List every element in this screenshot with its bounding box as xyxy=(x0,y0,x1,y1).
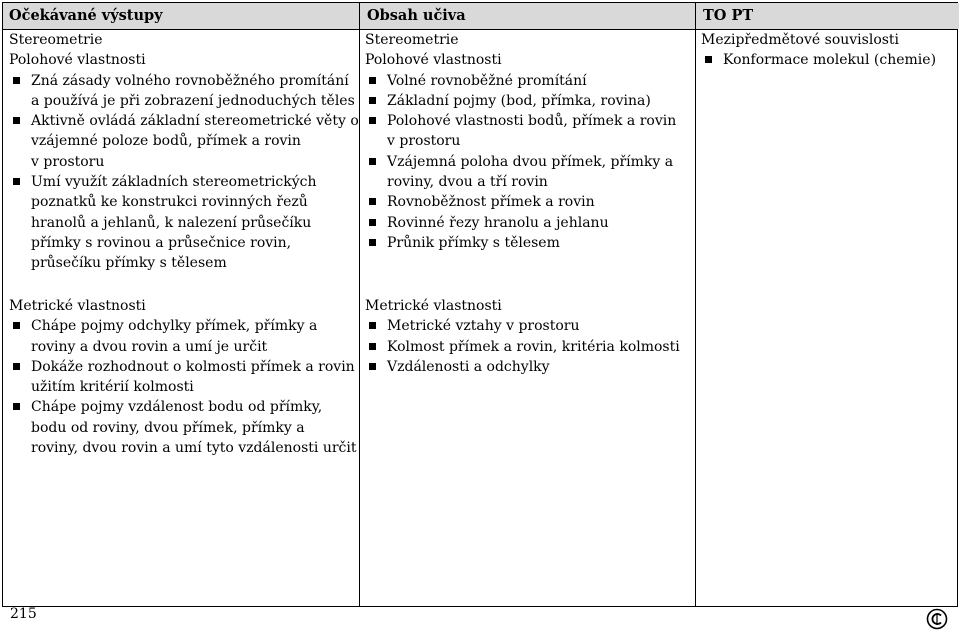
list-item-text: Dokáže rozhodnout o kolmosti přímek a rovin xyxy=(31,358,355,375)
bullet-icon xyxy=(369,117,376,124)
list-item-continuation: hranolů a jehlanů, k nalezení průsečíku xyxy=(31,214,312,231)
list-item-continuation: roviny, dvou rovin a umí tyto vzdálenosti určit xyxy=(31,440,357,457)
list-item-continuation: a používá je při zobrazení jednoduchých těles xyxy=(31,92,355,109)
list-item xyxy=(365,233,676,253)
list-item-text: Vzdálenosti a odchylky xyxy=(387,358,550,375)
list-item xyxy=(365,316,680,336)
list-item xyxy=(701,50,936,70)
bullet-icon xyxy=(369,343,376,350)
list-item-text: Rovinné řezy hranolu a jehlanu xyxy=(387,214,609,231)
header-to-pt: TO PT xyxy=(697,3,959,29)
list-item xyxy=(9,316,356,336)
list-item-text: Chápe pojmy vzdálenost bodu od přímky, xyxy=(31,399,323,416)
list-item xyxy=(365,152,676,172)
list-item xyxy=(9,71,359,91)
list-item xyxy=(365,71,676,91)
bullet-icon xyxy=(369,239,376,246)
list-item xyxy=(9,172,359,192)
list-item-continuation: v prostoru xyxy=(31,153,105,170)
list-item-continuation: užitím kritérií kolmosti xyxy=(31,379,194,396)
list-item xyxy=(365,357,680,377)
col2-section-metricke xyxy=(365,296,680,377)
list-item xyxy=(9,357,356,377)
col1-section-metricke xyxy=(9,296,356,458)
bullet-icon xyxy=(13,178,20,185)
bullet-icon xyxy=(369,97,376,104)
list-item xyxy=(365,213,676,233)
bullet-icon xyxy=(13,322,20,329)
list-item-text: Kolmost přímek a rovin, kritéria kolmosti xyxy=(387,338,680,355)
list-item-continuation: roviny a dvou rovin a umí je určit xyxy=(31,338,268,355)
list-item xyxy=(365,337,680,357)
bullet-icon xyxy=(369,158,376,165)
list-item-text: Chápe pojmy odchylky přímek, přímky a xyxy=(31,318,318,335)
header-content: Obsah učiva xyxy=(361,3,697,29)
list-item-text: Základní pojmy (bod, přímka, rovina) xyxy=(387,92,651,109)
bullet-icon xyxy=(13,403,20,410)
list-item-continuation: průsečíku přímky s tělesem xyxy=(31,255,227,272)
list-item-text: Rovnoběžnost přímek a rovin xyxy=(387,194,595,211)
section-subtitle: Polohové vlastnosti xyxy=(9,52,146,69)
section-title: Stereometrie xyxy=(365,32,459,48)
bullet-icon xyxy=(369,363,376,370)
section-title: Stereometrie xyxy=(9,32,103,48)
bullet-icon xyxy=(13,363,20,370)
bullet-icon xyxy=(705,56,712,63)
section-subtitle: Metrické vlastnosti xyxy=(365,298,502,314)
column-divider xyxy=(359,3,360,606)
page-number: 215 xyxy=(10,606,37,622)
bullet-icon xyxy=(369,219,376,226)
header-expected-outputs: Očekávané výstupy xyxy=(3,3,361,29)
list-item xyxy=(365,91,676,111)
section-subtitle: Mezipředmětové souvislosti xyxy=(701,32,900,48)
list-item-text: Metrické vztahy v prostoru xyxy=(387,318,580,335)
list-item-text: Umí využít základních stereometrických xyxy=(31,174,317,191)
bullet-icon xyxy=(369,322,376,329)
list-item-continuation: vzájemné poloze bodů, přímek a rovin xyxy=(31,133,301,150)
list-item-text: Polohové vlastnosti bodů, přímek a rovin xyxy=(387,113,677,130)
list-item-text: Průnik přímky s tělesem xyxy=(387,234,560,251)
list-item-text: Vzájemná poloha dvou přímek, přímky a xyxy=(387,153,674,170)
bullet-icon xyxy=(369,77,376,84)
section-subtitle: Polohové vlastnosti xyxy=(365,52,502,69)
curriculum-table xyxy=(2,2,958,607)
list-item xyxy=(365,111,676,131)
list-item-text: Zná zásady volného rovnoběžného promítání xyxy=(31,72,349,89)
list-item-continuation: bodu od roviny, dvou přímek, přímky a xyxy=(31,419,305,436)
bullet-icon xyxy=(13,117,20,124)
list-item-text: Konformace molekul (chemie) xyxy=(723,52,937,69)
list-item xyxy=(9,111,359,131)
section-subtitle: Metrické vlastnosti xyxy=(9,298,146,314)
list-item xyxy=(365,192,676,212)
copyright-logo-icon xyxy=(926,608,948,630)
list-item xyxy=(9,397,356,417)
list-item-text: Aktivně ovládá základní stereometrické věty o xyxy=(31,113,359,130)
list-item-continuation: roviny, dvou a tří rovin xyxy=(387,174,548,191)
bullet-icon xyxy=(369,198,376,205)
list-item-continuation: poznatků ke konstrukci rovinných řezů xyxy=(31,194,308,211)
bullet-icon xyxy=(13,77,20,84)
list-item-text: Volné rovnoběžné promítání xyxy=(387,72,587,89)
column-divider xyxy=(695,3,696,606)
col1-section-polohove xyxy=(9,30,359,274)
list-item-continuation: přímky s rovinou a průsečnice rovin, xyxy=(31,234,292,251)
col3-section xyxy=(701,30,936,71)
list-item-continuation: v prostoru xyxy=(387,133,461,150)
col2-section-polohove xyxy=(365,30,676,253)
